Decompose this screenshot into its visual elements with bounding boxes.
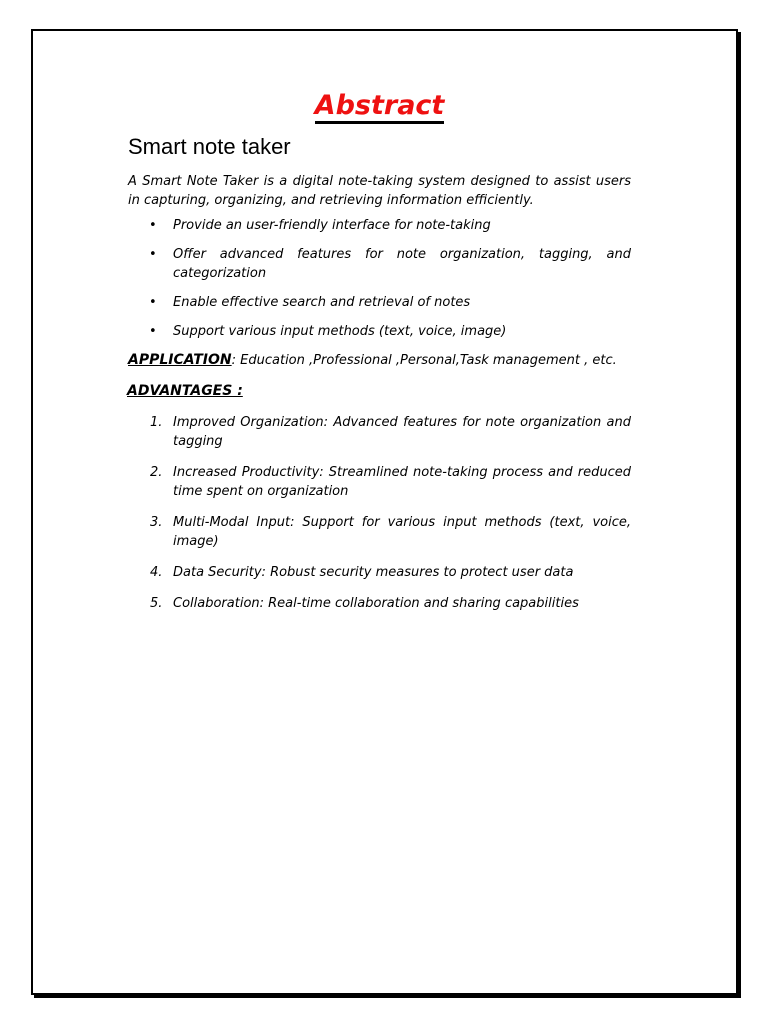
item-number: 5. <box>150 596 163 611</box>
feature-text: Offer advanced features for note organization, tagging, and categorization <box>173 247 631 281</box>
bullet-icon: • <box>149 295 157 310</box>
document-content <box>128 88 631 625</box>
advantage-text: Data Security: Robust security measures to protect user data <box>173 565 574 580</box>
list-item <box>128 594 631 613</box>
application-label: APPLICATION <box>128 352 232 368</box>
item-number: 3. <box>150 515 163 530</box>
application-line <box>128 351 631 370</box>
feature-text: Support various input methods (text, voice, image) <box>173 324 507 339</box>
item-number: 2. <box>150 465 163 480</box>
application-text: : Education ,Professional ,Personal,Task management , etc. <box>231 353 617 368</box>
item-number: 4. <box>150 565 163 580</box>
advantage-text: Improved Organization: Advanced features for note organization and tagging <box>173 415 631 449</box>
list-item <box>128 293 631 312</box>
bullet-icon: • <box>149 247 157 262</box>
advantage-text: Increased Productivity: Streamlined note-taking process and reduced time spent on organization <box>173 465 631 499</box>
list-item <box>128 513 631 551</box>
feature-text: Provide an user-friendly interface for note-taking <box>173 218 491 233</box>
list-item <box>128 216 631 235</box>
list-item <box>128 563 631 582</box>
item-number: 1. <box>150 415 163 430</box>
advantages-list <box>128 413 631 613</box>
page-title: Abstract <box>128 88 631 124</box>
list-item <box>128 245 631 283</box>
advantages-heading: ADVANTAGES : <box>127 383 243 399</box>
bullet-icon: • <box>149 324 157 339</box>
list-item <box>128 463 631 501</box>
intro-paragraph: A Smart Note Taker is a digital note-taking system designed to assist users in capturing, organizing, and retrieving information efficiently. <box>128 174 631 208</box>
advantage-text: Collaboration: Real-time collaboration and sharing capabilities <box>173 596 579 611</box>
document-subtitle: Smart note taker <box>128 134 291 159</box>
advantage-text: Multi-Modal Input: Support for various input methods (text, voice, image) <box>173 515 631 549</box>
feature-text: Enable effective search and retrieval of notes <box>173 295 471 310</box>
list-item <box>128 413 631 451</box>
list-item <box>128 322 631 341</box>
bullet-icon: • <box>149 218 157 233</box>
features-list <box>128 216 631 341</box>
